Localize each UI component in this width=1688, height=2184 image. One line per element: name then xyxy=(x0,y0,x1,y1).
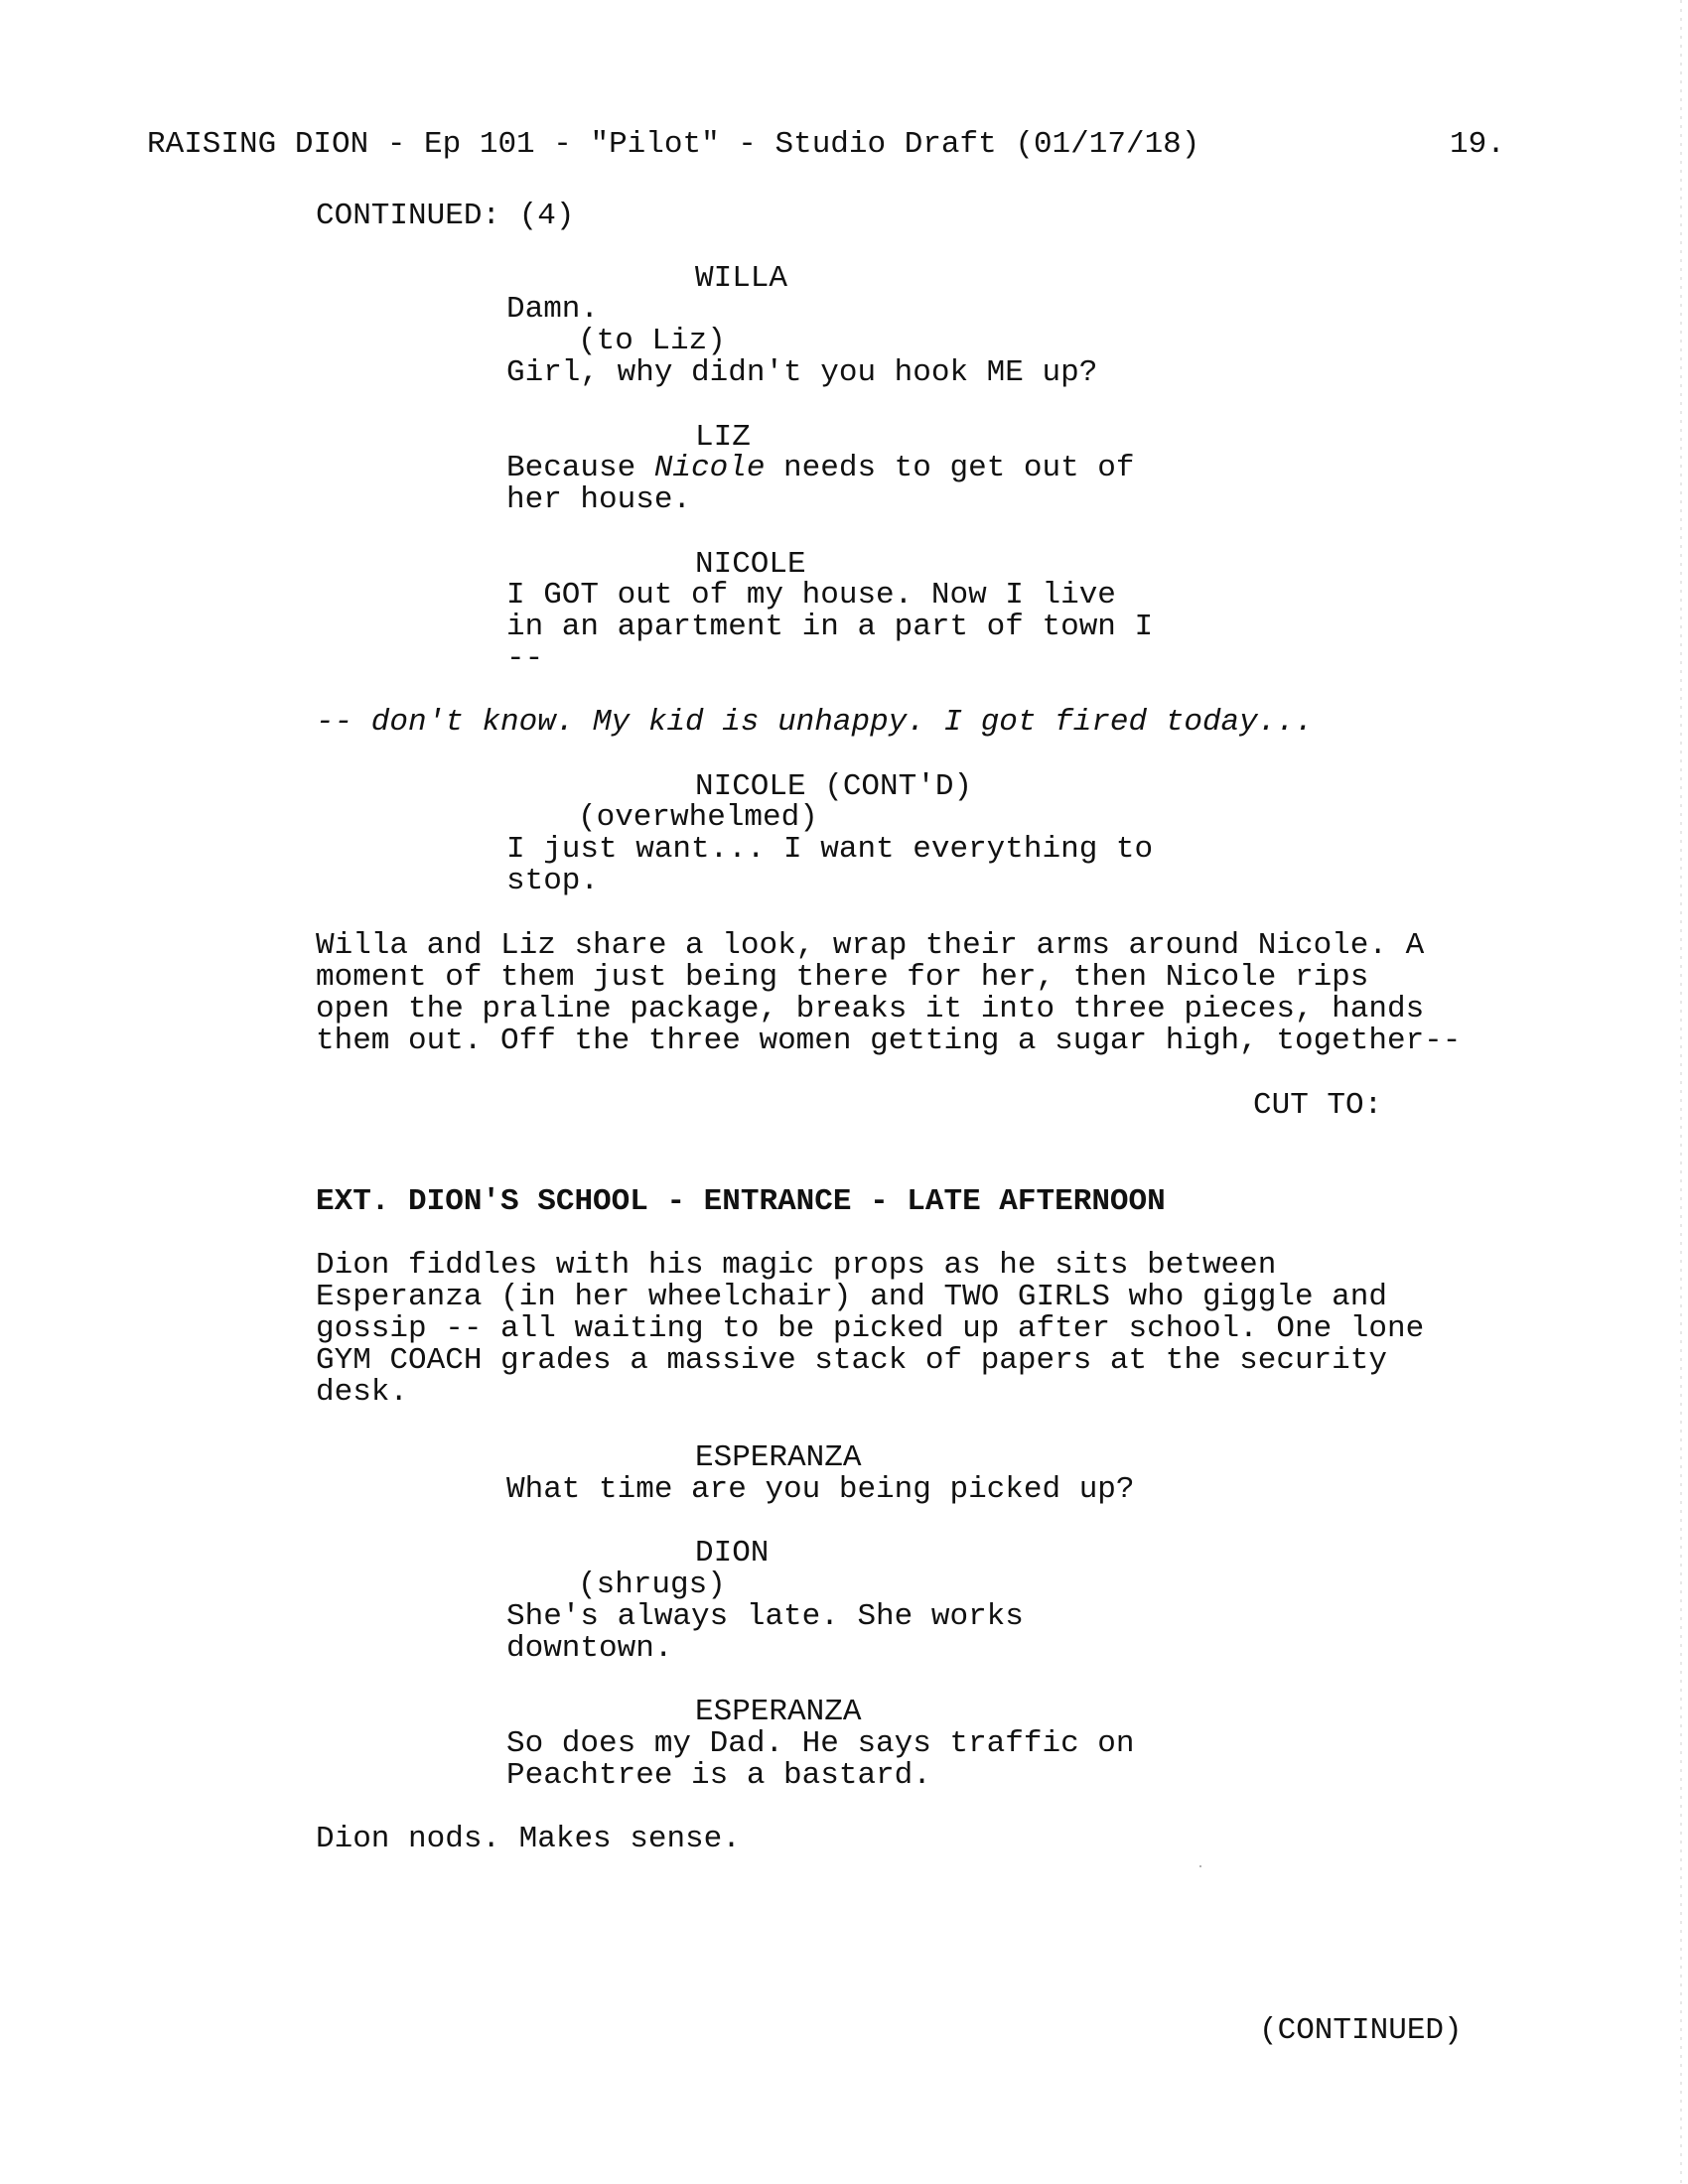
dialogue-line xyxy=(506,453,1135,484)
dialogue-line: in an apartment in a part of town I xyxy=(506,610,1154,644)
dialogue-line: Peachtree is a bastard. xyxy=(506,1758,931,1793)
action-line: Esperanza (in her wheelchair) and TWO GIRLS who giggle and xyxy=(316,1280,1387,1314)
parenthetical: (shrugs) xyxy=(578,1568,726,1602)
action-line: open the praline package, breaks it into three pieces, hands xyxy=(316,992,1425,1026)
dialogue-line: her house. xyxy=(506,482,692,517)
scene-heading: EXT. DION'S SCHOOL - ENTRANCE - LATE AFTERNOON xyxy=(316,1184,1166,1219)
dialogue-line: downtown. xyxy=(506,1631,673,1666)
dialogue-line: stop. xyxy=(506,864,600,898)
character-name-liz: LIZ xyxy=(695,420,751,455)
character-name-nicole: NICOLE xyxy=(695,547,806,582)
dialogue-line: I GOT out of my house. Now I live xyxy=(506,578,1116,613)
dialogue-line: I just want... I want everything to xyxy=(506,832,1154,867)
dialogue-text: needs to get out of xyxy=(765,451,1135,485)
character-name-dion: DION xyxy=(695,1536,770,1570)
action-line: Dion fiddles with his magic props as he sits between xyxy=(316,1248,1277,1283)
dialogue-text: Because xyxy=(506,451,654,485)
character-name-esperanza: ESPERANZA xyxy=(695,1695,862,1729)
character-name-nicole-contd: NICOLE (CONT'D) xyxy=(695,769,973,804)
action-line: Willa and Liz share a look, wrap their arms around Nicole. A xyxy=(316,928,1425,963)
dialogue-line: Girl, why didn't you hook ME up? xyxy=(506,355,1098,390)
action-line: gossip -- all waiting to be picked up after school. One lone xyxy=(316,1311,1425,1346)
dialogue-line: -- xyxy=(506,641,544,676)
transition-cut-to: CUT TO: xyxy=(1253,1088,1383,1123)
action-italic-line: -- don't know. My kid is unhappy. I got fired today... xyxy=(316,705,1314,740)
page-header-title: RAISING DION - Ep 101 - "Pilot" - Studio Draft (01/17/18) xyxy=(147,127,1200,162)
character-name-willa: WILLA xyxy=(695,261,788,296)
dialogue-line: She's always late. She works xyxy=(506,1599,1024,1634)
parenthetical: (to Liz) xyxy=(578,324,726,358)
dialogue-emphasis: Nicole xyxy=(653,451,766,485)
continued-top-label: CONTINUED: (4) xyxy=(316,199,575,233)
action-line: GYM COACH grades a massive stack of papers at the security xyxy=(316,1343,1387,1378)
scan-speck xyxy=(1199,1865,1201,1867)
action-line: desk. xyxy=(316,1375,409,1410)
action-line: moment of them just being there for her, then Nicole rips xyxy=(316,960,1369,995)
dialogue-line: What time are you being picked up? xyxy=(506,1472,1135,1507)
continued-bottom-label: (CONTINUED) xyxy=(1259,2013,1463,2048)
scan-edge-marks xyxy=(1680,0,1682,2184)
character-name-esperanza: ESPERANZA xyxy=(695,1440,862,1475)
dialogue-line: So does my Dad. He says traffic on xyxy=(506,1726,1135,1761)
action-line: them out. Off the three women getting a sugar high, together-- xyxy=(316,1024,1462,1058)
page-number: 19. xyxy=(1450,127,1505,162)
action-line: Dion nods. Makes sense. xyxy=(316,1822,741,1856)
dialogue-line: Damn. xyxy=(506,292,600,327)
parenthetical: (overwhelmed) xyxy=(578,800,818,835)
